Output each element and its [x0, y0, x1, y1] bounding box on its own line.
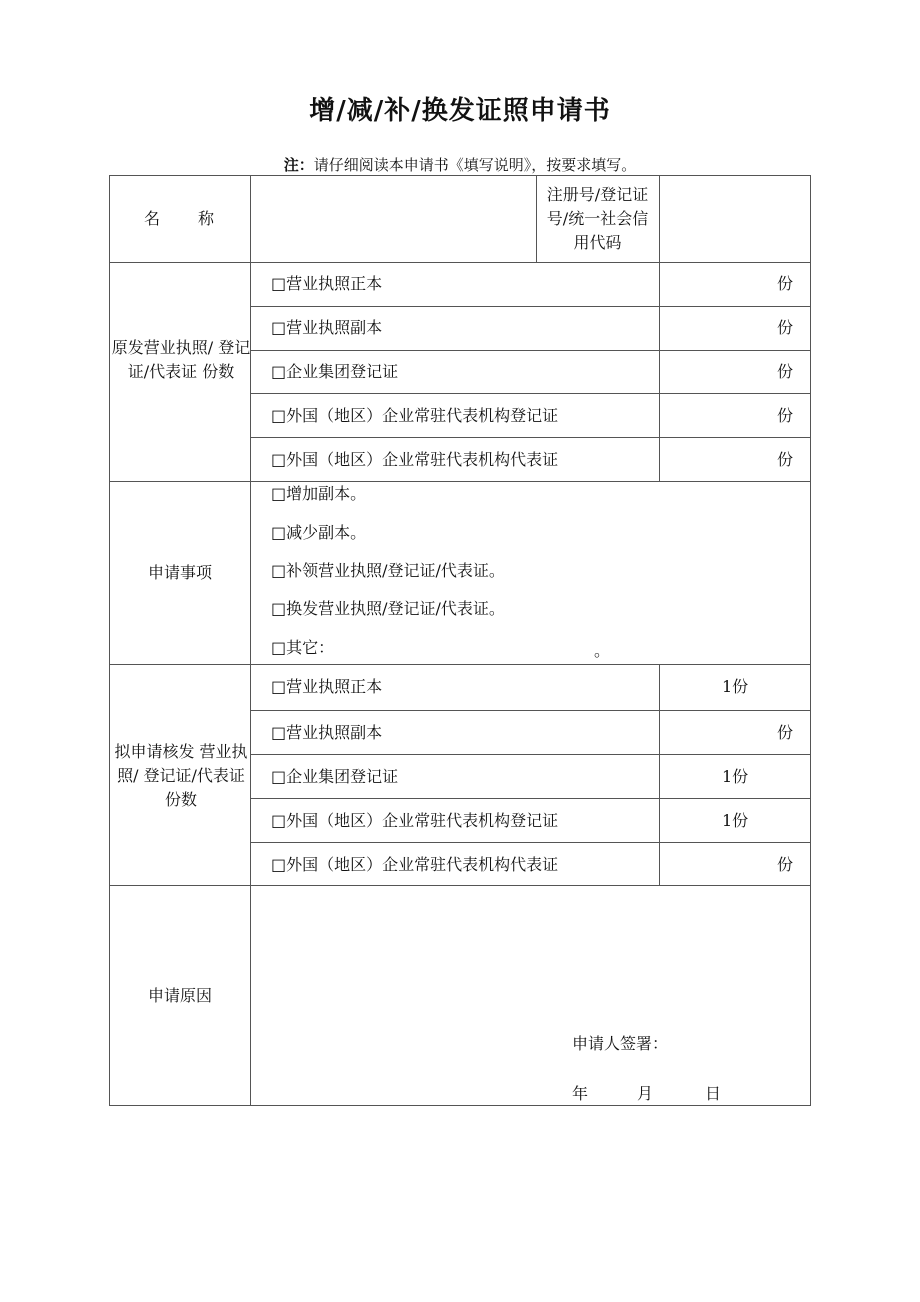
subrow-divider — [251, 350, 810, 351]
document-title: 增/减/补/换发证照申请书 — [309, 96, 611, 126]
date-year: 年 — [572, 1084, 589, 1103]
note-text: 请仔细阅读本申请书《填写说明》，按要求填写。 — [313, 156, 637, 174]
fill-note — [0, 154, 920, 175]
note-prefix: 注： — [283, 156, 314, 174]
proposed-item-count: 1份 — [722, 811, 749, 830]
proposed-item-text[interactable]: □外国（地区）企业常驻代表机构登记证 — [271, 811, 559, 830]
original-item-count: 份 — [776, 274, 793, 293]
proposed-item-text[interactable]: □外国（地区）企业常驻代表机构代表证 — [271, 855, 559, 874]
matter-option[interactable]: □补领营业执照/登记证/代表证。 — [271, 561, 505, 580]
matter-option[interactable]: □减少副本。 — [271, 523, 367, 542]
date-month: 月 — [637, 1084, 654, 1103]
original-item-count: 份 — [776, 450, 793, 469]
reason-label: 申请原因 — [147, 986, 212, 1005]
proposed-item-text[interactable]: □营业执照正本 — [271, 677, 383, 696]
subrow-divider — [251, 754, 810, 755]
matter-option[interactable]: □换发营业执照/登记证/代表证。 — [271, 599, 505, 618]
original-item-text[interactable]: □企业集团登记证 — [271, 362, 399, 381]
col-divider — [536, 176, 537, 262]
original-item-text[interactable]: □营业执照副本 — [271, 318, 383, 337]
subrow-divider — [251, 798, 810, 799]
row-divider — [110, 262, 810, 263]
proposed-item-count: 份 — [776, 723, 793, 742]
subrow-divider — [251, 437, 810, 438]
original-item-count: 份 — [776, 362, 793, 381]
original-item-count: 份 — [776, 406, 793, 425]
matter-other-end: 。 — [594, 641, 611, 660]
signature-label: 申请人签署： — [572, 1034, 669, 1053]
matters-label: 申请事项 — [147, 563, 212, 582]
proposed-item-text[interactable]: □营业执照副本 — [271, 723, 383, 742]
registration-number-label: 注册号/登记证号/统一社会信用代码 — [546, 185, 649, 252]
col-divider — [659, 262, 660, 481]
original-item-text[interactable]: □外国（地区）企业常驻代表机构登记证 — [271, 406, 559, 425]
registration-number-field[interactable] — [660, 176, 810, 262]
proposed-item-count: 1份 — [722, 767, 749, 786]
proposed-item-count: 份 — [776, 855, 793, 874]
row-divider — [110, 664, 810, 665]
proposed-licenses-label: 拟申请核发 营业执照/ 登记证/代表证 份数 — [114, 742, 248, 809]
application-form — [109, 175, 811, 1106]
original-item-count: 份 — [776, 318, 793, 337]
name-field[interactable] — [251, 176, 536, 262]
matter-option-other[interactable]: □其它： — [271, 638, 335, 657]
reason-field[interactable] — [251, 886, 810, 1026]
date-day: 日 — [705, 1084, 722, 1103]
original-licenses-label: 原发营业执照/ 登记证/代表证 份数 — [111, 338, 251, 381]
proposed-item-text[interactable]: □企业集团登记证 — [271, 767, 399, 786]
subrow-divider — [251, 393, 810, 394]
matter-option[interactable]: □增加副本。 — [271, 484, 367, 503]
original-item-text[interactable]: □营业执照正本 — [271, 274, 383, 293]
subrow-divider — [251, 842, 810, 843]
col-divider — [659, 664, 660, 885]
subrow-divider — [251, 306, 810, 307]
subrow-divider — [251, 710, 810, 711]
row-divider — [110, 481, 810, 482]
original-item-text[interactable]: □外国（地区）企业常驻代表机构代表证 — [271, 450, 559, 469]
proposed-item-count: 1份 — [722, 677, 749, 696]
name-label: 名 称 — [143, 209, 216, 228]
